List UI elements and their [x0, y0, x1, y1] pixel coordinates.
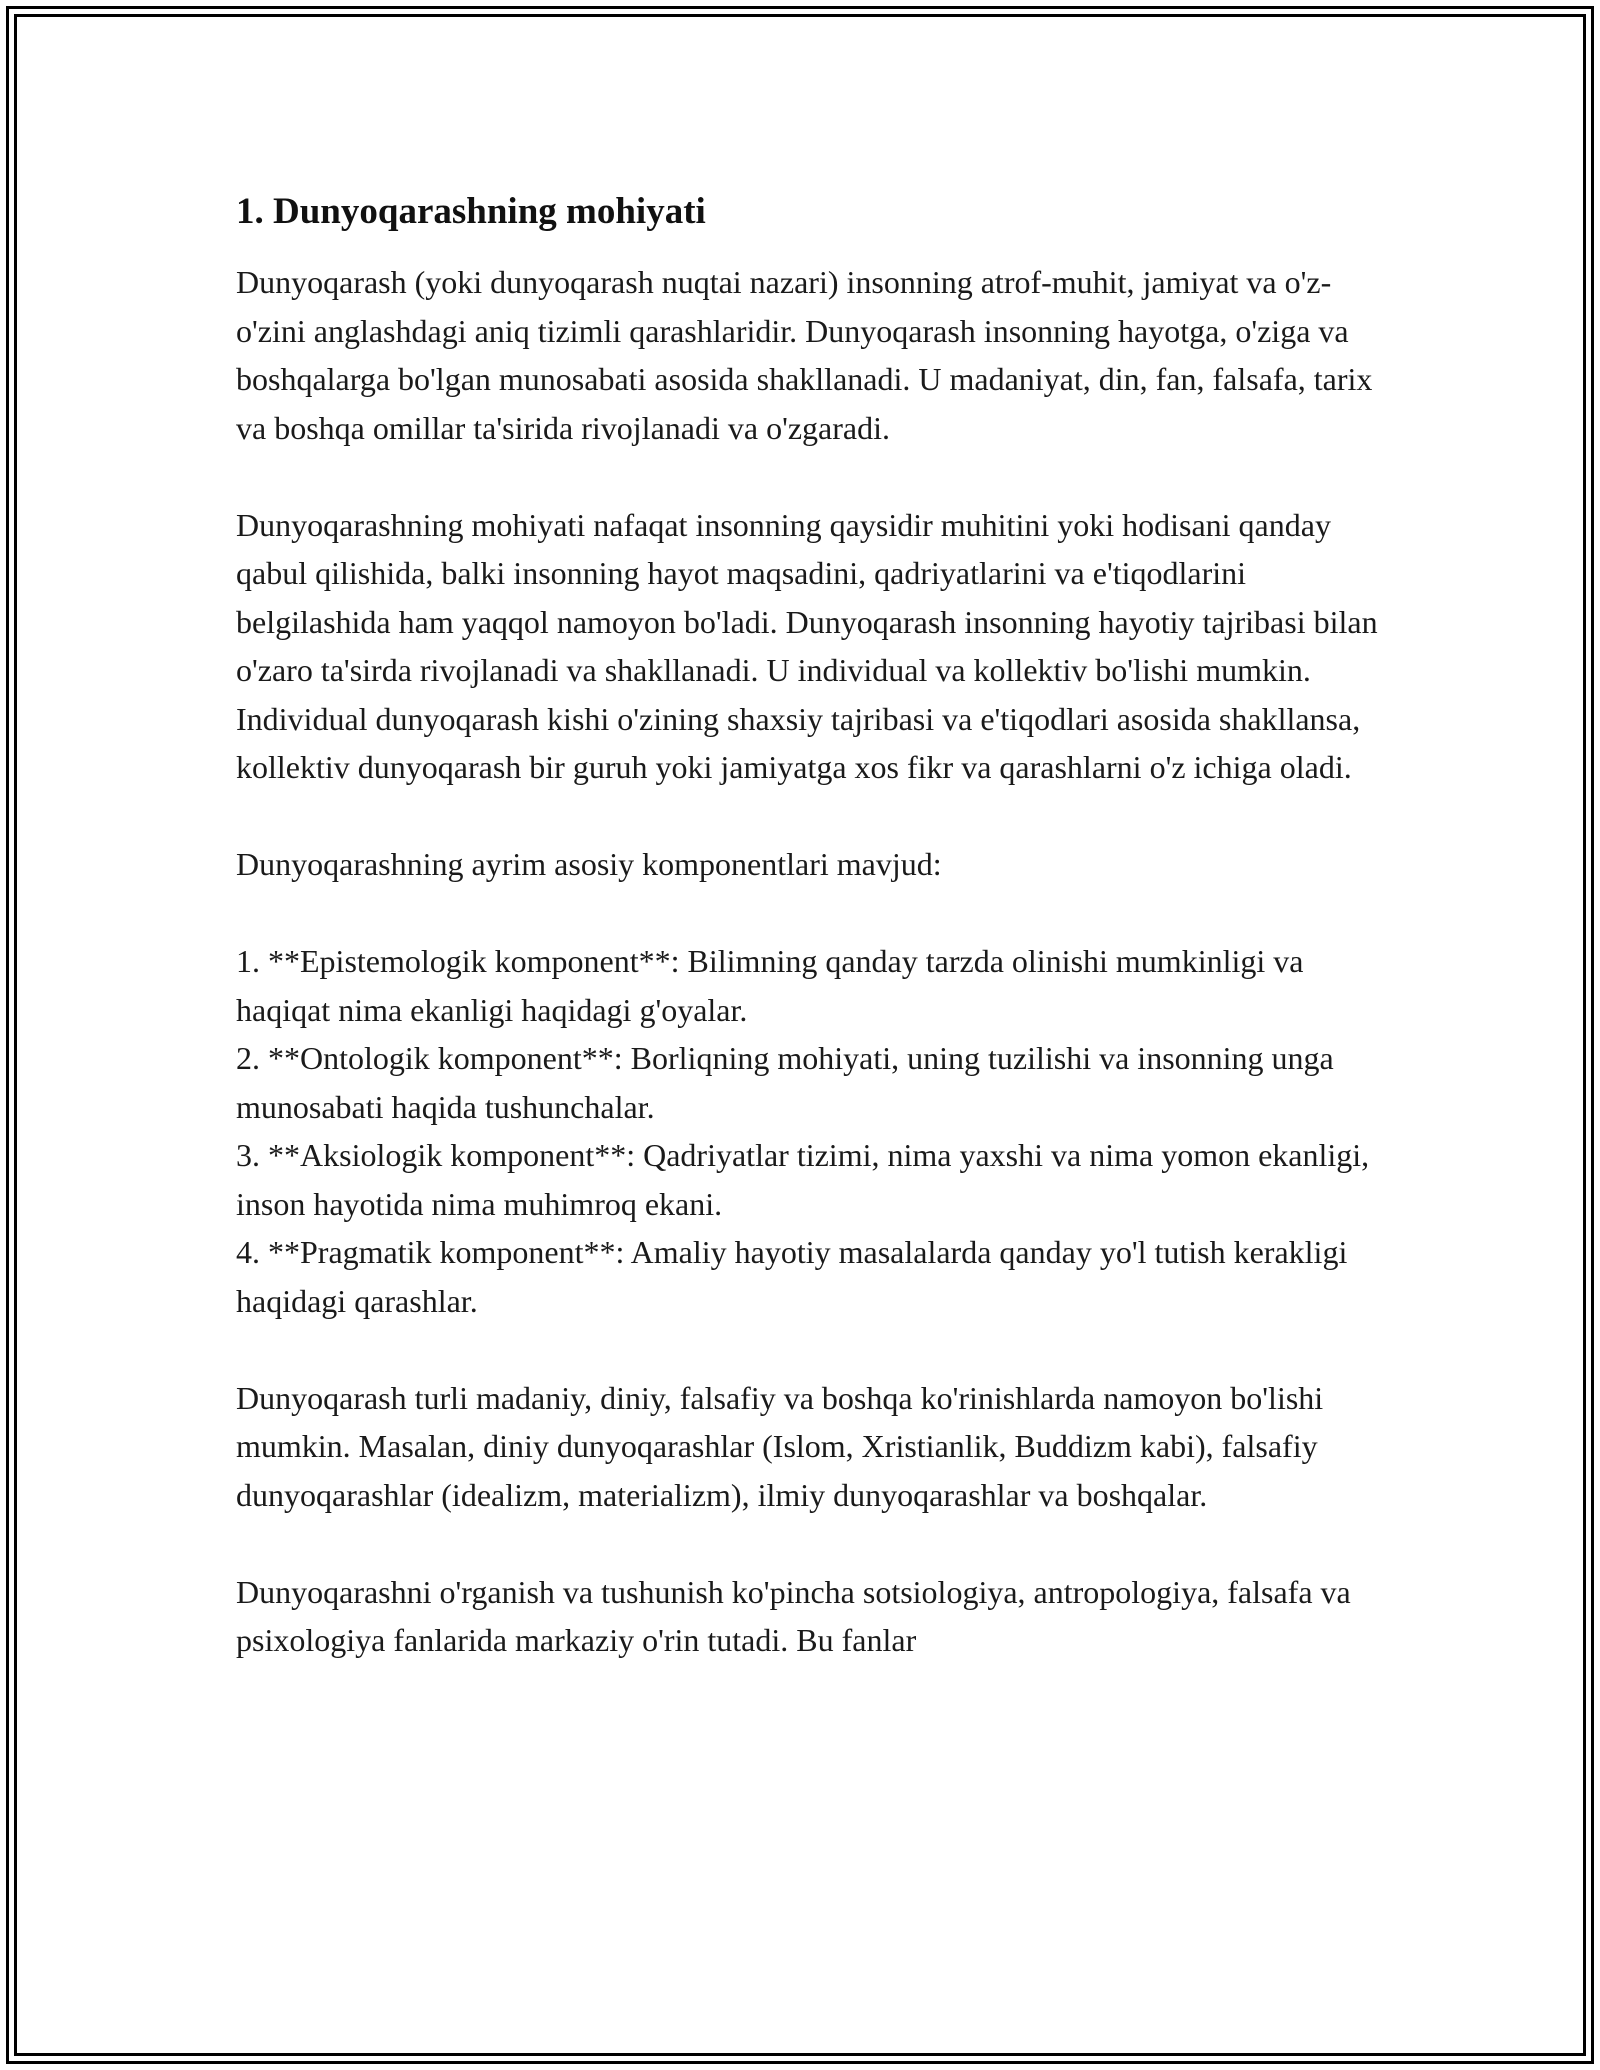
list-item-axiological: 3. **Aksiologik komponent**: Qadriyatlar tizimi, nima yaxshi va nima yomon ekanligi, inson hayotida nima muhimroq ekani. — [236, 1137, 1370, 1222]
paragraph-definition: Dunyoqarash (yoki dunyoqarash nuqtai nazari) insonning atrof-muhit, jamiyat va o'z-o'zini anglashdagi aniq tizimli qarashlaridir. Dunyoqarash insonning hayotga, o'ziga va boshqalarga bo'lgan munosabati asosida shakllanadi. U madaniyat, din, fan, falsafa, tarix va boshqa omillar ta'sirida rivojlanadi va o'zgaradi. — [236, 264, 1373, 446]
paragraph-study: Dunyoqarashni o'rganish va tushunish ko'pincha sotsiologiya, antropologiya, falsafa va psixologiya fanlarida markaziy o'rin tutadi. Bu fanlar — [236, 1573, 1351, 1658]
document-body — [236, 188, 1386, 1713]
list-item-epistemological: 1. **Epistemologik komponent**: Bilimning qanday tarzda olinishi mumkinligi va haqiqat nima ekanligi haqidagi g'oyalar. — [236, 943, 1304, 1028]
paragraph-components-intro: Dunyoqarashning ayrim asosiy komponentlari mavjud: — [236, 846, 942, 882]
components-list — [236, 937, 1386, 1325]
list-item-pragmatic: 4. **Pragmatik komponent**: Amaliy hayotiy masalalarda qanday yo'l tutish kerakligi haqidagi qarashlar. — [236, 1234, 1348, 1319]
paragraph-forms: Dunyoqarash turli madaniy, diniy, falsafiy va boshqa ko'rinishlarda namoyon bo'lishi mumkin. Masalan, diniy dunyoqarashlar (Islom, Xristianlik, Buddizm kabi), falsafiy dunyoqarashlar (idealizm, materializm), ilmiy dunyoqarashlar va boshqalar. — [236, 1379, 1324, 1513]
paragraph-essence: Dunyoqarashning mohiyati nafaqat insonning qaysidir muhitini yoki hodisani qanday qabul qilishida, balki insonning hayot maqsadini, qadriyatlarini va e'tiqodlarini belgilashida ham yaqqol namoyon bo'ladi. Dunyoqarash insonning hayotiy tajribasi bilan o'zaro ta'sirda rivojlanadi va shakllanadi. U individual va kollektiv bo'lishi mumkin. Individual dunyoqarash kishi o'zining shaxsiy tajribasi va e'tiqodlari asosida shakllansa, kollektiv dunyoqarash bir guruh yoki jamiyatga xos fikr va qarashlarni o'z ichiga oladi. — [236, 506, 1378, 785]
list-item-ontological: 2. **Ontologik komponent**: Borliqning mohiyati, uning tuzilishi va insonning unga munosabati haqida tushunchalar. — [236, 1040, 1334, 1125]
section-heading: 1. Dunyoqarashning mohiyati — [236, 191, 706, 232]
